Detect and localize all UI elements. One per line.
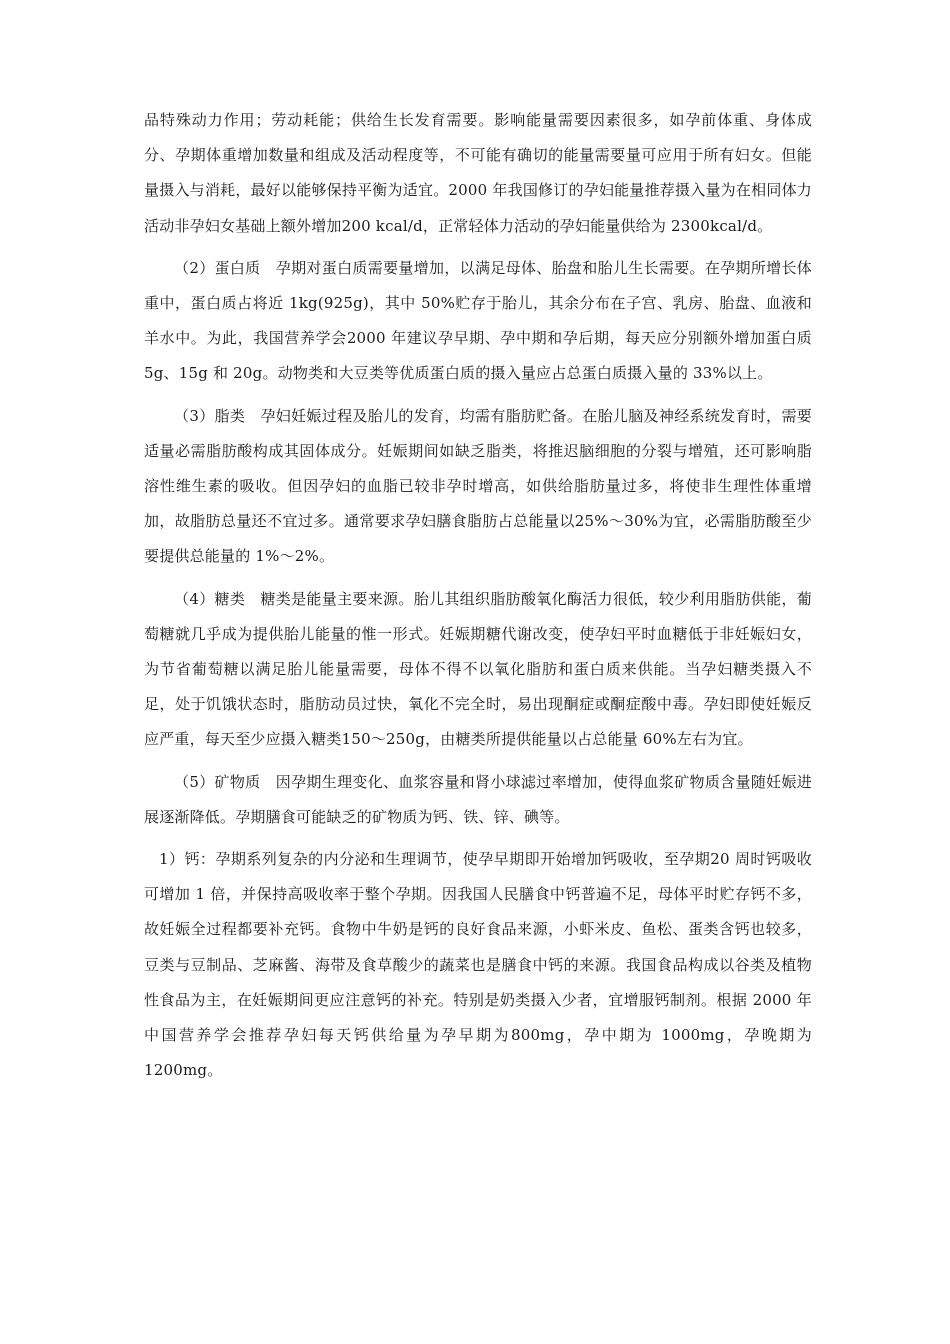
paragraph-protein <box>144 251 812 392</box>
paragraph-text: 孕期对蛋白质需要量增加，以满足母体、胎盘和胎儿生长需要。在孕期所增长体重中，蛋白质占将近 1kg(925g)，其中 50%贮存于胎儿，其余分布在子宫、乳房、胎盘、血液和羊水中。为此，我国营养学会2000 年建议孕早期、孕中期和孕后期，每天应分别额外增加蛋白质 5g、15g 和 20g。动物类和大豆类等优质蛋白质的摄入量应占总蛋白质摄入量的 33%以上。 <box>144 258 812 383</box>
paragraph-calcium <box>144 842 812 1088</box>
paragraph-text: 糖类是能量主要来源。胎儿其组织脂肪酸氧化酶活力很低，较少利用脂肪供能，葡萄糖就几乎成为提供胎儿能量的惟一形式。妊娠期糖代谢改变，使孕妇平时血糖低于非妊娠妇女，为节省葡萄糖以满足胎儿能量需要，母体不得不以氧化脂肪和蛋白质来供能。当孕妇糖类摄入不足，处于饥饿状态时，脂肪动员过快，氧化不完全时，易出现酮症或酮症酸中毒。孕妇即使妊娠反应严重，每天至少应摄入糖类150～250g，由糖类所提供能量以占总能量 60%左右为宜。 <box>144 589 812 749</box>
paragraph-text: 因孕期生理变化、血浆容量和肾小球滤过率增加，使得血浆矿物质含量随妊娠进展逐渐降低。孕期膳食可能缺乏的矿物质为钙、铁、锌、碘等。 <box>144 772 812 826</box>
section-heading-minerals: （5）矿物质 <box>174 772 261 791</box>
paragraph-text: 品特殊动力作用；劳动耗能；供给生长发育需要。影响能量需要因素很多，如孕前体重、身体成分、孕期体重增加数量和组成及活动程度等，不可能有确切的能量需要量可应用于所有妇女。但能量摄入与消耗，最好以能够保持平衡为适宜。2000 年我国修订的孕妇能量推荐摄入量为在相同体力活动非孕妇女基础上额外增加200 kcal/d，正常轻体力活动的孕妇能量供给为 2300kcal/d。 <box>144 111 812 235</box>
paragraph-energy <box>144 103 812 244</box>
paragraph-minerals <box>144 765 812 835</box>
section-heading-lipids: （3）脂类 <box>174 406 246 425</box>
section-heading-protein: （2）蛋白质 <box>174 258 261 277</box>
paragraph-text: 孕妇妊娠过程及胎儿的发育，均需有脂肪贮备。在胎儿脑及神经系统发育时，需要适量必需脂肪酸构成其固体成分。妊娠期间如缺乏脂类，将推迟脑细胞的分裂与增殖，还可影响脂溶性维生素的吸收。但因孕妇的血脂已较非孕时增高，如供给脂肪量过多，将使非生理性体重增加，故脂肪总量还不宜过多。通常要求孕妇膳食脂肪占总能量以25%～30%为宜，必需脂肪酸至少要提供总能量的 1%～2%。 <box>144 406 812 566</box>
paragraph-carbohydrates <box>144 582 812 758</box>
paragraph-text: 1）钙：孕期系列复杂的内分泌和生理调节，使孕早期即开始增加钙吸收，至孕期20 周时钙吸收可增加 1 倍，并保持高吸收率于整个孕期。因我国人民膳食中钙普遍不足，母体平时贮存钙不多，故妊娠全过程都要补充钙。食物中牛奶是钙的良好食品来源，小虾米皮、鱼松、蛋类含钙也较多，豆类与豆制品、芝麻酱、海带及食草酸少的蔬菜也是膳食中钙的来源。我国食品构成以谷类及植物性食品为主，在妊娠期间更应注意钙的补充。特别是奶类摄入少者，宜增服钙制剂。根据 2000 年中国营养学会推荐孕妇每天钙供给量为孕早期为800mg，孕中期为 1000mg，孕晚期为 1200mg。 <box>144 850 812 1080</box>
section-heading-carbohydrates: （4）糖类 <box>174 589 246 608</box>
paragraph-lipids <box>144 399 812 575</box>
